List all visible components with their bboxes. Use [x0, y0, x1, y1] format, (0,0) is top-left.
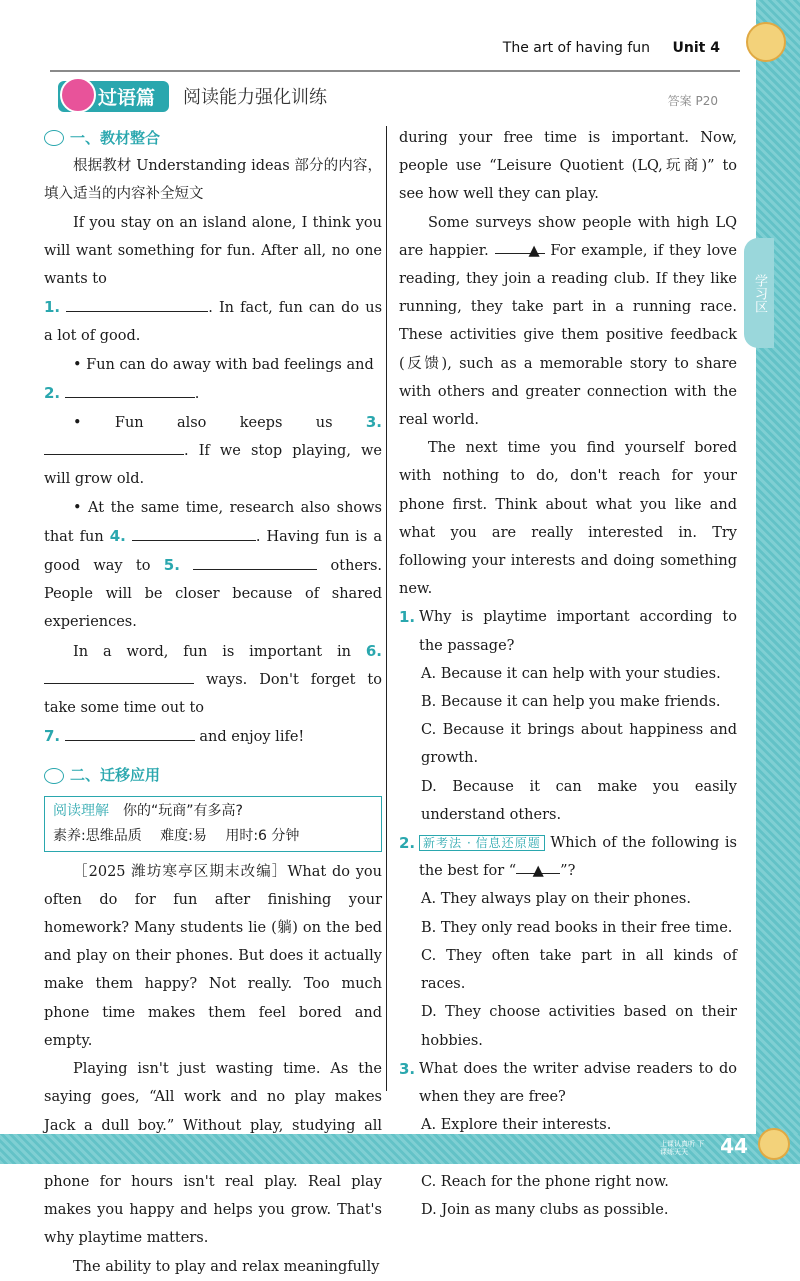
summary-p3: • Fun also keeps us 3. . If we stop playing, we will grow old. — [44, 413, 383, 488]
lesson-title: The art of having fun — [502, 40, 650, 56]
q2-option-b[interactable]: B. They only read books in their free time. — [421, 919, 733, 936]
summary-p2: • Fun can do away with bad feelings and 2. . — [44, 356, 374, 402]
section1-heading: 一、教材整合 — [44, 124, 382, 152]
flower-icon — [44, 130, 64, 146]
q3-option-c[interactable]: C. Reach for the phone right now. — [421, 1173, 669, 1190]
passage-p4: Some surveys show people with high LQ are happier. ▲ For example, if they love reading, they join a reading club. If they like running, they take part in a running race. These activities give them positive feedback (反馈), such as a memorable story to share with others and greater connection with the real world. — [399, 214, 738, 429]
page-number: 44 — [720, 1134, 748, 1158]
instruction: 根据教材 Understanding ideas 部分的内容，填入适当的内容补全短文 — [44, 158, 382, 203]
q3-option-d[interactable]: D. Join as many clubs as possible. — [421, 1201, 669, 1218]
source-tag: ［2025 潍坊寒亭区期末改编］ — [73, 863, 288, 880]
q3-option-a[interactable]: A. Explore their interests. — [421, 1117, 612, 1134]
mascot-icon — [746, 22, 786, 62]
unit-label: Unit 4 — [672, 40, 720, 56]
summary-p1: If you stay on an island alone, I think you will want something for fun. After all, no one wants to 1. . In fact, fun can do us a lot of good. — [44, 214, 383, 345]
passage-p5: The next time you find yourself bored with nothing to do, don't reach for your phone first. Think about what you like and what you are really interested in. Try following your interests and doing something new. — [399, 440, 737, 598]
box-title: 你的“玩商”有多高? — [123, 802, 243, 819]
mascot-icon — [758, 1128, 790, 1160]
box-label: 阅读理解 — [53, 802, 109, 819]
right-decor-band — [756, 0, 800, 1164]
reading-info-box — [44, 796, 382, 852]
blank-6[interactable] — [44, 667, 194, 684]
question-3: 3. What does the writer advise readers to do when they are free? A. Explore their interests. C. Reach for the phone right now. D. Join as many clubs as possible. — [399, 1055, 737, 1224]
question-2: 2. 新考法 · 信息还原题 Which of the following is the best for “ ▲ ”? A. They always play on their phones. B. They only read books in their free time. C. They often take part in all kinds of races. D. They choose activities based on their hobbies. — [399, 829, 737, 1055]
q1-option-c[interactable]: C. Because it brings about happiness and growth. — [421, 722, 737, 767]
q1-option-b[interactable]: B. Because it can help you make friends. — [421, 694, 721, 711]
blank-5[interactable] — [193, 553, 317, 570]
banner-subtitle: 阅读能力强化训练 — [183, 87, 328, 108]
q1-option-a[interactable]: A. Because it can help with your studies. — [421, 665, 721, 682]
banner-badge — [58, 81, 169, 112]
header-divider — [50, 70, 740, 72]
summary-p5: In a word, fun is important in 6. ways. Don't forget to take some time out to 7. and enjoy life! — [44, 641, 382, 746]
blank-7[interactable] — [65, 724, 195, 741]
section-banner — [58, 80, 327, 112]
section2-heading: 二、迁移应用 — [44, 761, 382, 789]
blank-4[interactable] — [132, 524, 256, 541]
box-meta: 素养:思维品质 难度:易 用时:6 分钟 — [53, 827, 300, 844]
blank-1[interactable] — [66, 295, 208, 312]
answer-reference: 答案 P20 — [667, 94, 718, 108]
right-column — [399, 124, 737, 1224]
blank-3[interactable] — [44, 438, 184, 455]
passage-p2: Playing isn't just wasting time. As the saying goes, “All work and no play makes Jack a dull boy.” Without play, studying all phone for hours isn't real play. Real play makes you happy and helps you grow. That's why playtime matters. — [44, 1061, 382, 1247]
question-1: 1. Why is playtime important according to the passage? A. Because it can help with your studies. B. Because it can help you make friends. C. Because it brings about happiness and growth. D. Because it can make you easily understand others. — [399, 603, 737, 829]
passage-p3-start: The ability to play and relax meaningfully — [73, 1258, 380, 1275]
column-divider — [386, 126, 387, 1091]
banner-badge-text: 过语篇 — [98, 86, 156, 109]
blank-2[interactable] — [65, 381, 195, 398]
new-exam-tag: 新考法 · 信息还原题 — [419, 835, 545, 851]
footer-tag: 上课认真听 下课练天天 — [660, 1140, 705, 1156]
summary-p4: • At the same time, research also shows that fun 4. . Having fun is a good way to 5. others. People will be closer because of shared experiences. — [44, 499, 383, 631]
q2-option-c[interactable]: C. They often take part in all kinds of races. — [421, 947, 737, 993]
flower-icon — [44, 768, 64, 784]
q2-option-a[interactable]: A. They always play on their phones. — [421, 891, 691, 908]
q2-option-d[interactable]: D. They choose activities based on their hobbies. — [421, 1004, 737, 1049]
gap-triangle[interactable]: ▲ — [495, 237, 545, 254]
passage-p1: ［2025 潍坊寒亭区期末改编］What do you often do for fun after finishing your homework? Many students lie (躺) on the bed and play on their phones. But does it actually make them happy? Not really. Too much phone time makes them feel bored and empty. — [44, 863, 382, 1049]
left-column — [44, 124, 382, 1281]
q1-option-d[interactable]: D. Because it can make you easily understand others. — [421, 778, 737, 823]
logo-icon — [60, 77, 96, 113]
passage-p3-end: during your free time is important. Now, people use “Leisure Quotient (LQ,玩商)” to see how well they can play. — [399, 130, 737, 203]
side-tab: 学习区 — [744, 238, 774, 348]
